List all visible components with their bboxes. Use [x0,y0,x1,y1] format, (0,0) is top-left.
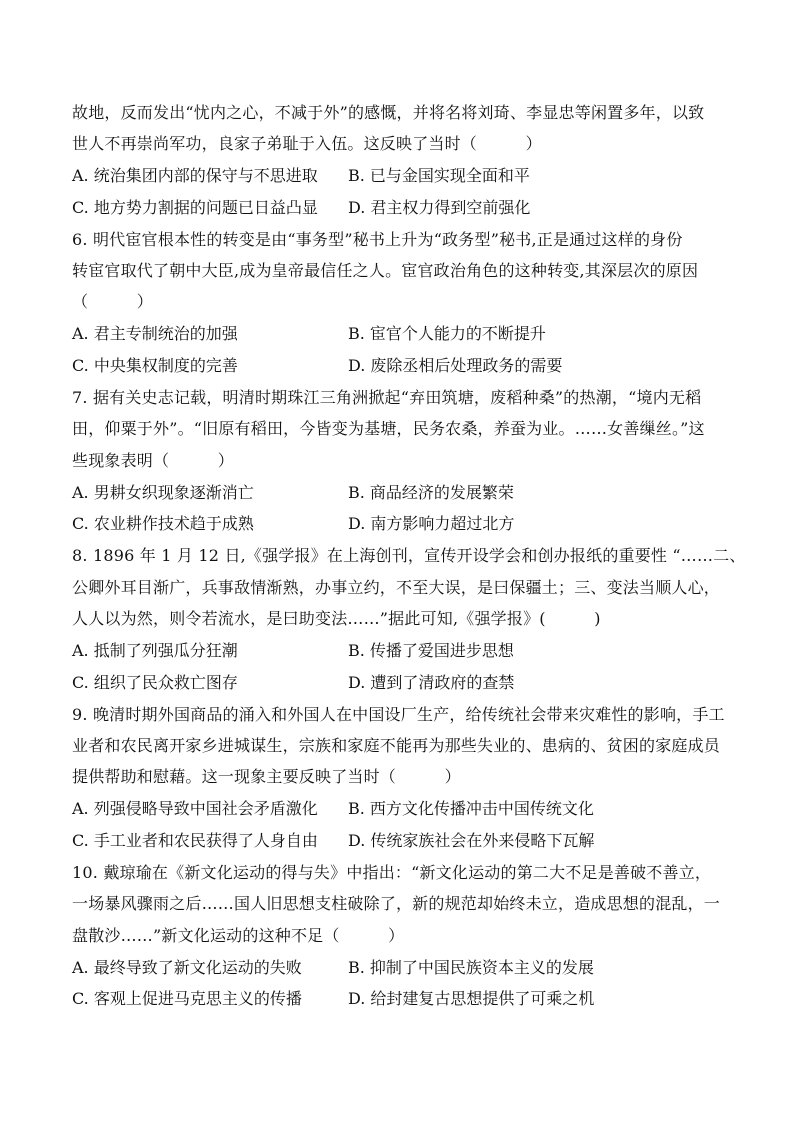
q8-stem-line-3: 人人以为然，则令若流水，是曰助变法……”据此可知,《强学报》( ) [72,609,601,628]
q6-option-d: D. 废除丞相后处理政务的需要 [348,356,563,375]
q10-option-d: D. 给封建复古思想提供了可乘之机 [348,989,595,1008]
q6-option-b: B. 宦官个人能力的不断提升 [348,324,546,343]
q8-stem-line-2: 公卿外耳目渐广，兵事敌情渐熟，办事立约，不至大误，是曰保疆土；三、变法当顺人心， [72,578,721,597]
q6-option-c: C. 中央集权制度的完善 [72,356,238,375]
q8-stem-line-1: 8. 1896 年 1 月 12 日,《强学报》在上海创刊，宣传开设学会和创办报纸的重要性 “……二、 [72,546,746,565]
q6-option-a: A. 君主专制统治的加强 [72,324,238,343]
q7-option-b: B. 商品经济的发展繁荣 [348,483,514,502]
q7-stem-line-2: 田，仰粟于外”。“旧原有稻田，今皆变为基塘，民务农桑，养蚕为业。……女善缫丝。”这 [72,419,705,438]
q5-stem-line-2: 世人不再崇尚军功，良家子弟耻于入伍。这反映了当时（ ） [72,134,542,153]
q7-option-d: D. 南方影响力超过北方 [348,514,515,533]
q9-option-d: D. 传统家族社会在外来侵略下瓦解 [348,831,595,850]
q8-option-a: A. 抵制了列强瓜分狂潮 [72,641,238,660]
q7-stem-line-1: 7. 据有关史志记载，明清时期珠江三角洲掀起“弃田筑塘，废稻种桑”的热潮，“境内无稻 [72,388,702,407]
q7-option-a: A. 男耕女织现象逐渐消亡 [72,483,254,502]
q6-stem-line-1: 6. 明代宦官根本性的转变是由“事务型”秘书上升为“政务型”秘书,正是通过这样的身份 [72,230,683,249]
q9-stem-line-3: 提供帮助和慰藉。这一现象主要反映了当时（ ） [72,767,461,786]
q6-stem-line-3: （ ） [72,292,154,311]
q10-stem-line-2: 一场暴风骤雨之后……国人旧思想支柱破除了，新的规范却始终未立，造成思想的混乱，一 [72,894,721,913]
q8-option-b: B. 传播了爱国进步思想 [348,641,514,660]
q5-option-d: D. 君主权力得到空前强化 [348,198,531,217]
q10-option-b: B. 抑制了中国民族资本主义的发展 [348,958,594,977]
q10-option-c: C. 客观上促进马克思主义的传播 [72,989,302,1008]
q6-stem-line-2: 转宦官取代了朝中大臣,成为皇帝最信任之人。宦官政治角色的这种转变,其深层次的原因 [72,261,699,280]
q5-option-c: C. 地方势力割据的问题已日益凸显 [72,198,318,217]
q5-option-b: B. 已与金国实现全面和平 [348,166,530,185]
q7-option-c: C. 农业耕作技术趋于成熟 [72,514,254,533]
q10-stem-line-3: 盘散沙……”新文化运动的这种不足（ ） [72,926,405,945]
q9-option-c: C. 手工业者和农民获得了人身自由 [72,831,318,850]
q9-option-b: B. 西方文化传播冲击中国传统文化 [348,799,594,818]
q7-stem-line-3: 些现象表明（ ） [72,451,235,470]
q8-option-c: C. 组织了民众救亡图存 [72,673,238,692]
q10-stem-line-1: 10. 戴琼瑜在《新文化运动的得与失》中指出：“新文化运动的第二大不足是善破不善立， [72,863,712,882]
q10-option-a: A. 最终导致了新文化运动的失败 [72,958,302,977]
q5-stem-line-1: 故地，反而发出“忧内之心，不减于外”的感慨，并将名将刘琦、李显忠等闲置多年，以致 [72,103,705,122]
q9-stem-line-2: 业者和农民离开家乡进城谋生，宗族和家庭不能再为那些失业的、患病的、贫困的家庭成员 [72,736,721,755]
q9-option-a: A. 列强侵略导致中国社会矛盾激化 [72,799,318,818]
q8-option-d: D. 遭到了清政府的查禁 [348,673,515,692]
q5-option-a: A. 统治集团内部的保守与不思进取 [72,166,318,185]
q9-stem-line-1: 9. 晚清时期外国商品的涌入和外国人在中国设厂生产，给传统社会带来灾难性的影响，手工 [72,705,725,724]
